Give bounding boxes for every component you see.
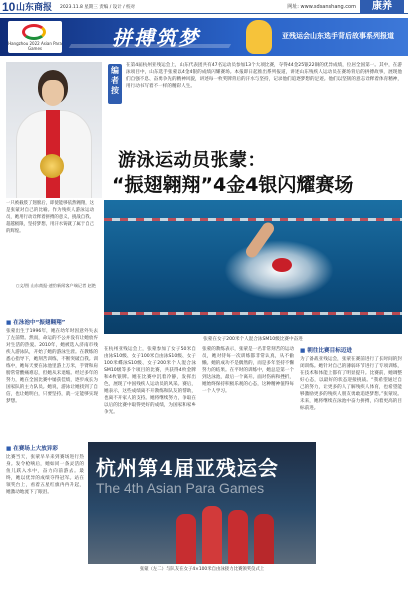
section-tag: 康养 [360, 0, 404, 14]
page-header [0, 0, 408, 14]
editor-note-label: 编者按 [108, 64, 122, 104]
dateline: 2023.11.8 星期三 责编 / 设计 / 校对 [60, 4, 136, 10]
swim-cap [272, 258, 292, 272]
subhead-1: ■ 在泳池中“振翅翱翔” [6, 318, 65, 326]
headline-line1: 游泳运动员张蒙： [118, 150, 266, 171]
logo-text: Hangzhou 2022 Asian Para Games [8, 41, 62, 51]
athlete-figure [228, 510, 248, 564]
portrait-quote: 一只被截肢了翅膀后，即使能够依然翱翔，这是张蒙对自己的比喻。作为残疾人游泳运动员，她用行动诠释着拼搏的意义，挑战自我、超越极限，坚持梦想，用汗水铸就了属于自己的辉煌。 [6, 201, 94, 234]
games-title-cn: 杭州第4届亚残运会 [96, 456, 279, 480]
athlete-figure [176, 514, 196, 564]
portrait-face [42, 80, 64, 106]
athlete-figure [202, 506, 222, 564]
article-column-1: 张蒙出生于1996年，她在幼年时因意外失去了左前臂。然而，命运的不公并没有让她放弃对生活的热爱。2010年，她被选入济南市残疾人游泳队，开始了她的游泳生涯。在教练的悉心指导下，她刻苦训练，不断突破自我。训练中，她每天要在泳池里游上万米，手臂和肩膀常常酸痛难忍，但她从未退缩。经过多年的努力，她在全国比赛中屡获佳绩，逐步成长为国家队的主力队员。她说，游泳让她找到了自信，也让她明白，只要坚持，就一定能够实现梦想。 [6, 329, 98, 404]
logo-emblem-icon [22, 24, 46, 40]
podium-photo [88, 442, 316, 564]
article-column-4: 为了备战亚残运会，张蒙在赛前进行了长时间的封闭训练。她针对自己的薄弱环节进行了专项训练，在技术和体能上都有了明显提升。比赛前，她调整好心态，以最好的状态迎接挑战。“我希望通过自己的努力，让更多的人了解残疾人体育，也希望能够激励更多的残疾人朋友勇敢追逐梦想。”张蒙说。未来，她将继续在泳池中奋力拼搏，向着更高的目标前进。 [300, 357, 402, 411]
asian-para-games-logo [8, 21, 62, 53]
newspaper-brand: 山东商报 [16, 3, 53, 13]
athlete-portrait [6, 62, 102, 198]
swimming-photo-caption: 张蒙在女子200米个人混合泳SM10级比赛中奋进 [203, 337, 303, 342]
editor-note: 在第4届杭州亚残运会上，山东代表团共有47名运动员参加13个大项比赛，夺得44金25银22铜的优异成绩，位居全国第一。其中，在游泳项目中，山东选手张蒙以4金4银的成绩闪耀赛场。本报即日起推出系列报道，讲述山东残疾人运动员在赛场背后的拼搏故事，展现他们自强不息、奋勇争先的精神风貌，讲述每一枚奖牌背后的汗水与坚持，记录他们追逐梦想的足迹。他们以坚韧的意志诠释着体育精神，用行动书写着不一样的精彩人生。 [126, 63, 402, 90]
headline-line2: “振翅翱翔”4金4银闪耀赛场 [112, 174, 354, 196]
page-number: 10 [2, 0, 16, 14]
medal-icon [40, 154, 64, 178]
lane-rope [104, 218, 402, 221]
article-column-3: 张蒙的教练表示，张蒙是一名非常刻苦的运动员，她对待每一次训练都非常认真，从不偷懒。她的成功不是偶然的，而是多年坚持不懈努力的结果。在平时的训练中，她总是第一个到达泳池，最后一个离开。面对伤病和挫折，她始终保持积极乐观的心态，这种精神值得每一个人学习。 [202, 347, 294, 394]
games-title-en: The 4th Asian Para Games [96, 480, 265, 496]
swimming-photo [104, 200, 402, 334]
subhead-3: ■ 在赛场上大放异彩 [6, 444, 58, 452]
website-url: 网址: www.sdsanshang.com [287, 4, 356, 10]
podium-photo-caption: 张蒙（左二）与队友在女子4×100米自由泳接力比赛颁奖仪式上 [139, 567, 265, 572]
byline: ○文/图 山东商报·速豹新闻客户端记者 赵艳 [15, 283, 96, 288]
mascot-icon [246, 20, 272, 54]
banner-slogan: 拼搏筑梦 [112, 26, 200, 50]
banner-subtitle: 亚残运会山东选手背后故事系列报道 [282, 32, 394, 40]
lane-rope [104, 312, 402, 315]
athlete-figure [254, 514, 274, 564]
article-column-5: 比赛当天，张蒙早早来到赛场进行热身。发令枪响后，她如同一条灵活的鱼儿跃入水中，奋力向前游去。最终，她以优异的成绩夺得冠军。站在领奖台上，看着五星红旗冉冉升起，她激动地流下了眼泪。 [6, 455, 84, 495]
series-banner [0, 18, 408, 56]
article-column-2: 在杭州亚残运会上，张蒙参加了女子50米自由泳S10级、女子100米自由泳S10级、女子100米蝶泳S10级、女子200米个人混合泳SM10级等多个项目的比赛，共获得4枚金牌和4枚银牌。她在比赛中沉着冷静，发挥出色，展现了中国残疾人运动员的风采。赛后，她表示，这些成绩离不开教练和队友的帮助，也离不开家人的支持。她将继续努力，争取在以后的比赛中取得更好的成绩，为国家和家乡争光。 [104, 347, 196, 415]
subhead-2: ■ 朝往比赛目标迈进 [300, 346, 352, 354]
